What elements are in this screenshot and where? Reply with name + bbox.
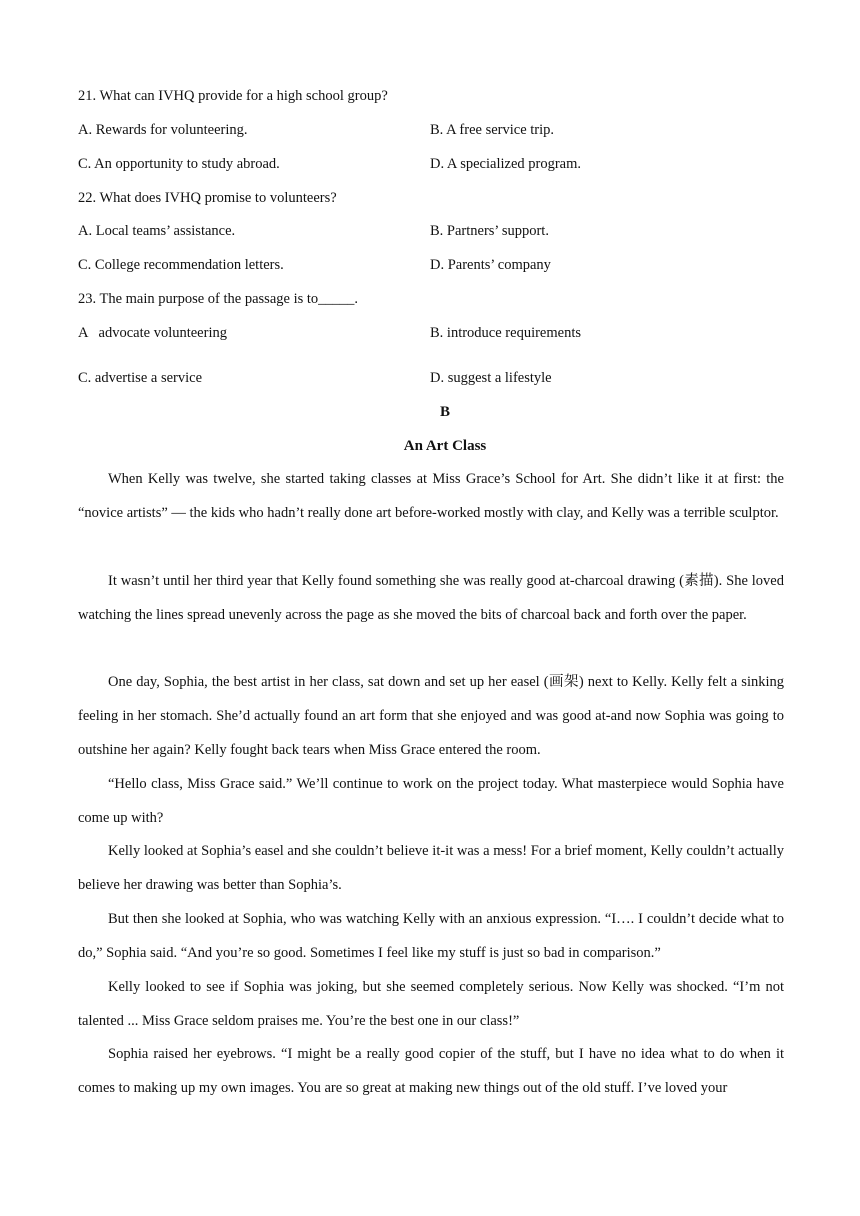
paragraph-1 xyxy=(78,463,784,531)
section-letter: B xyxy=(439,404,450,420)
paragraph-2 xyxy=(78,565,784,633)
question-22-option-b: B. Partners’ support. xyxy=(430,223,549,239)
paragraph-1-text: When Kelly was twelve, she started taking classes at Miss Grace’s School for Art. She didn’t like it at first: the “novice artists” — the kids who hadn’t really done art before-worked mostly with clay, and Kelly was a terrible sculptor. xyxy=(78,471,784,521)
paragraph-7 xyxy=(78,971,784,1039)
question-21-option-b: B. A free service trip. xyxy=(430,122,555,138)
question-21-stem: 21. What can IVHQ provide for a high school group? xyxy=(78,88,388,104)
question-21-option-d: D. A specialized program. xyxy=(430,156,581,172)
paragraph-3 xyxy=(78,666,784,768)
paragraph-4-text: “Hello class, Miss Grace said.” We’ll continue to work on the project today. What masterpiece would Sophia have come up with? xyxy=(78,776,784,826)
question-21-option-a: A. Rewards for volunteering. xyxy=(78,122,248,138)
question-22-stem: 22. What does IVHQ promise to volunteers? xyxy=(78,190,337,206)
paragraph-5 xyxy=(78,835,784,903)
question-23-option-c: C. advertise a service xyxy=(78,370,203,386)
paragraph-6 xyxy=(78,903,784,971)
paragraph-6-text: But then she looked at Sophia, who was watching Kelly with an anxious expression. “I…. I couldn’t decide what to do,” Sophia said. “And you’re so good. Sometimes I feel like my stuff is just so bad in comparison.” xyxy=(78,911,784,961)
paragraph-3-text: One day, Sophia, the best artist in her class, sat down and set up her easel (画架) next to Kelly. Kelly felt a sinking feeling in her stomach. She’d actually found an art form that she enjoyed and was good at-and now Sophia was going to outshine her again? Kelly fought back tears when Miss Grace entered the room. xyxy=(78,674,784,758)
question-22-option-c: C. College recommendation letters. xyxy=(78,257,284,273)
question-22-option-d: D. Parents’ company xyxy=(430,257,551,273)
question-22-option-a: A. Local teams’ assistance. xyxy=(78,223,236,239)
paragraph-5-text: Kelly looked at Sophia’s easel and she couldn’t believe it-it was a mess! For a brief moment, Kelly couldn’t actually believe her drawing was better than Sophia’s. xyxy=(78,843,784,893)
section-title: An Art Class xyxy=(403,438,487,454)
paragraph-7-text: Kelly looked to see if Sophia was joking, but she seemed completely serious. Now Kelly was shocked. “I’m not talented ... Miss Grace seldom praises me. You’re the best one in our class!” xyxy=(78,979,784,1029)
paragraph-4 xyxy=(78,768,784,836)
question-23-option-d: D. suggest a lifestyle xyxy=(430,370,552,386)
paragraph-8 xyxy=(78,1038,784,1106)
question-21-option-c: C. An opportunity to study abroad. xyxy=(78,156,280,172)
question-23-option-a: A advocate volunteering xyxy=(78,325,227,341)
paragraph-8-text: Sophia raised her eyebrows. “I might be a really good copier of the stuff, but I have no idea what to do when it comes to making up my own images. You are so great at making new things out of the old stuff. I’ve loved your xyxy=(78,1046,784,1096)
question-23-stem: 23. The main purpose of the passage is to_____. xyxy=(78,291,359,307)
paragraph-2-text: It wasn’t until her third year that Kelly found something she was really good at-charcoal drawing (素描). She loved watching the lines spread unevenly across the page as she moved the bits of charcoal back and forth over the paper. xyxy=(78,573,784,623)
question-23-option-b: B. introduce requirements xyxy=(430,325,581,341)
